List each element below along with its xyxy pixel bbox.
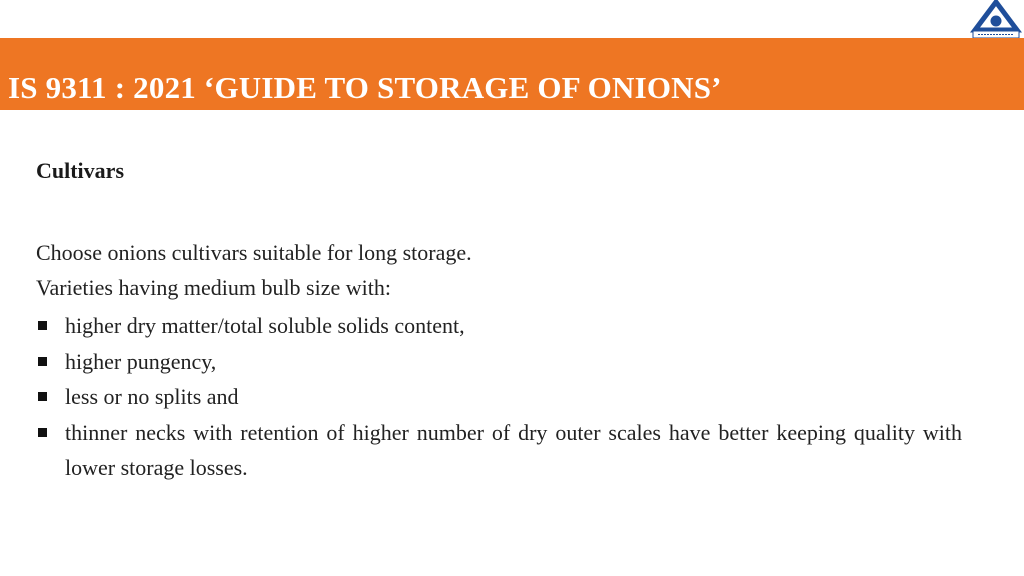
list-item: [36, 379, 962, 415]
section-heading: Cultivars: [36, 158, 124, 183]
square-bullet-icon: [38, 357, 47, 366]
bis-emblem-icon: [970, 0, 1022, 40]
list-item: [36, 415, 962, 486]
list-item-text: less or no splits and: [65, 384, 239, 409]
square-bullet-icon: [38, 428, 47, 437]
list-item: [36, 344, 962, 380]
bullet-list: [36, 308, 962, 486]
list-item-text: thinner necks with retention of higher number of dry outer scales have better keeping quality with lower storage losses.: [65, 419, 962, 480]
square-bullet-icon: [38, 392, 47, 401]
list-item-text: higher pungency,: [65, 348, 217, 374]
intro-line: Varieties having medium bulb size with:: [36, 275, 391, 300]
square-bullet-icon: [38, 321, 47, 330]
slide-title: IS 9311 : 2021 ‘GUIDE TO STORAGE OF ONIONS’: [8, 70, 722, 105]
list-item: [36, 308, 962, 344]
intro-line: Choose onions cultivars suitable for long storage.: [36, 240, 472, 265]
list-item-text: higher dry matter/total soluble solids content,: [65, 313, 465, 338]
